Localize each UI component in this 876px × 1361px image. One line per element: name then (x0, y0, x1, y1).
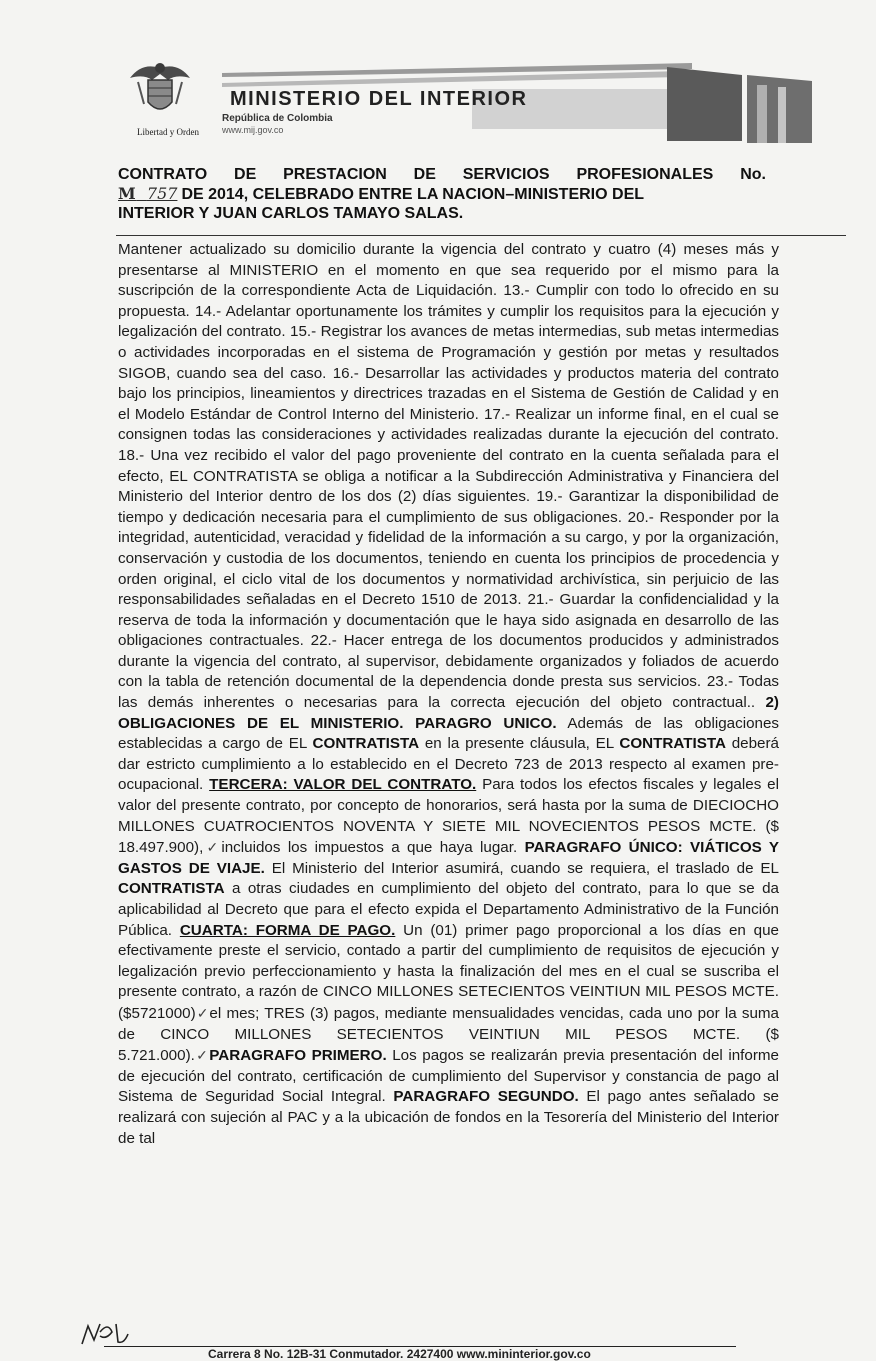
title-word: CONTRATO (118, 166, 208, 183)
contract-body (118, 240, 779, 1149)
title-line-1 (118, 165, 766, 184)
check-mark-icon: ✓ (203, 839, 222, 856)
body-text: El pago antes señalado se realizará con sujeción al PAC y a la ubicación de fondos en la Tesorería del Ministerio del Interior de tal (118, 1088, 779, 1147)
handwritten-contract-number: M 757 (118, 184, 178, 203)
title-line-2-text: DE 2014, CELEBRADO ENTRE LA NACION–MINISTERIO DEL (181, 186, 645, 203)
clause-heading: PARAGRAFO ÚNICO: VIÁTICOS Y GASTOS DE VIAJE. (118, 839, 780, 877)
republic-name: República de Colombia (222, 113, 333, 124)
title-word: No. (740, 166, 766, 183)
title-divider (116, 235, 846, 236)
footer-address: Carrera 8 No. 12B-31 Conmutador. 2427400 www.mininterior.gov.co (208, 1347, 591, 1361)
clause-heading-third: TERCERA: VALOR DEL CONTRATO. (209, 776, 477, 794)
body-text: deberá dar estricto cumplimiento a lo establecido en el Decreto 723 de 2013 respecto al examen pre-ocupacional. (118, 735, 780, 794)
coat-of-arms-seal (124, 58, 196, 120)
check-mark-icon: ✓ (195, 1004, 210, 1021)
body-text: Los pagos se realizarán previa presentación del informe de ejecución del contrato, certificación de cumplimiento del Supervisor y constancia de pago al Sistema de Seguridad Social Integral. (118, 1047, 779, 1106)
title-word: DE (234, 166, 257, 183)
body-text: Para todos los efectos fiscales y legales el valor del presente contrato, por concepto de honorarios, será hasta por la suma de DIECIOCHO MILLONES CUATROCIENTOS NOVENTA Y SIETE MIL NOVECIENTOS PESOS MCTE. ($ 18.497.900), (118, 776, 779, 857)
ministry-name: MINISTERIO DEL INTERIOR (230, 88, 528, 110)
body-text: El Ministerio del Interior asumirá, cuando se requiera, el traslado de EL (264, 859, 779, 877)
clause-heading: 2) OBLIGACIONES DE EL MINISTERIO. PARAGRO UNICO. (118, 694, 779, 732)
bold-term: CONTRATISTA (619, 735, 726, 753)
body-text: en la presente cláusula, EL (419, 735, 620, 753)
clause-heading-fourth: CUARTA: FORMA DE PAGO. (179, 921, 396, 939)
clause-heading: PARAGRAFO PRIMERO. (209, 1047, 387, 1065)
header-website: www.mij.gov.co (222, 125, 284, 135)
body-text: el mes; TRES (3) pagos, mediante mensualidades vencidas, cada uno por la suma de CINCO MILLONES SETECIENTOS VEINTIUN MIL PESOS MCTE. ($ 5.721.000). (118, 1004, 780, 1065)
body-text: Mantener actualizado su domicilio durante la vigencia del contrato y cuatro (4) meses más y presentarse al MINISTERIO en el momento en que sea requerido por el mismo para la suscripción de la correspondiente Acta de Liquidación. 13.- Cumplir con todo lo ofrecido en su propuesta. 14.- Adelantar oportunamente los trámites y cumplir los requisitos para la ejecución y legalización del contrato. 15.- Registrar los avances de metas intermedias, sub metas intermedias o actividades incorporadas en el sistema de Programación y gestión por metas y resultados SIGOB, cuando sea del caso. 16.- Desarrollar las actividades y productos materia del contrato bajo los principios, lineamientos y directrices trazadas en el Sistema de Gestión de Calidad y en el Modelo Estándar de Control Interno del Ministerio. 17.- Realizar un informe final, en el cual se consignen todas las consideraciones y actividades realizadas durante la ejecución del contrato. 18.- Una vez recibido el valor del pago proveniente del contrato en la cuenta señalada para el efecto, EL CONTRATISTA se obliga a notificar a la Subdirección Administrativa y Financiera del Ministerio del Interior dentro de los dos (2) días siguientes. 19.- Garantizar la disponibilidad de tiempo y dedicación necesaria para el cumplimiento de sus obligaciones. 20.- Responder por la integridad, autenticidad, veracidad y fidelidad de la información a su cargo, y por la organización, conservación y custodia de los documentos, teniendo en cuenta los principios de procedencia y orden original, el ciclo vital de los documentos y normatividad archivística, sin perjuicio de las responsabilidades señaladas en el Decreto 1510 de 2013. 21.- Guardar la confidencialidad y la reserva de toda la información y documentación que le haya sido asignada en desarrollo de las obligaciones contractuales. 22.- Hacer entrega de los documentos producidos y administrados durante la vigencia del contrato, al supervisor, debidamente organizados y foliados de acuerdo con la tabla de retención documental de la dependencia donde presta sus servicios. 23.- Todas las demás inherentes o necesarias para la correcta ejecución del objeto contractual.. (118, 241, 779, 712)
title-line-3: INTERIOR Y JUAN CARLOS TAMAYO SALAS. (118, 205, 464, 222)
clause-heading: PARAGRAFO SEGUNDO. (393, 1088, 579, 1106)
contract-title (118, 165, 766, 223)
motto: Libertad y Orden (137, 127, 199, 137)
body-text: Un (01) primer pago proporcional a los días en que efectivamente preste el servicio, contado a partir del cumplimiento de requisitos de ejecución y legalización previo perfeccionamiento y hasta la finalización del mes en el cual se suscriba el presente contrato, a razón de CINCO MILLONES SETECIENTOS VEINTIUN MIL PESOS MCTE. ($5721000) (118, 921, 779, 1022)
title-word: DE (413, 166, 436, 183)
handwritten-initials-signature (78, 1318, 132, 1348)
title-line-2 (118, 184, 766, 204)
title-word: PRESTACION (283, 166, 387, 183)
body-text: Además de las obligaciones establecidas a cargo de EL (118, 714, 780, 753)
check-mark-icon: ✓ (194, 1047, 210, 1064)
body-text: incluidos los impuestos a que haya lugar. (221, 839, 525, 857)
title-word: PROFESIONALES (576, 166, 714, 183)
body-text: a otras ciudades en cumplimiento del objeto del contrato, para lo que se da aplicabilidad al Decreto que para el efecto expida el Departamento Administrativo de la Función Pública. (118, 880, 779, 939)
bold-term: CONTRATISTA (312, 735, 420, 753)
bold-term: CONTRATISTA (118, 880, 225, 898)
title-word: SERVICIOS (462, 166, 550, 183)
letterhead (0, 0, 876, 150)
